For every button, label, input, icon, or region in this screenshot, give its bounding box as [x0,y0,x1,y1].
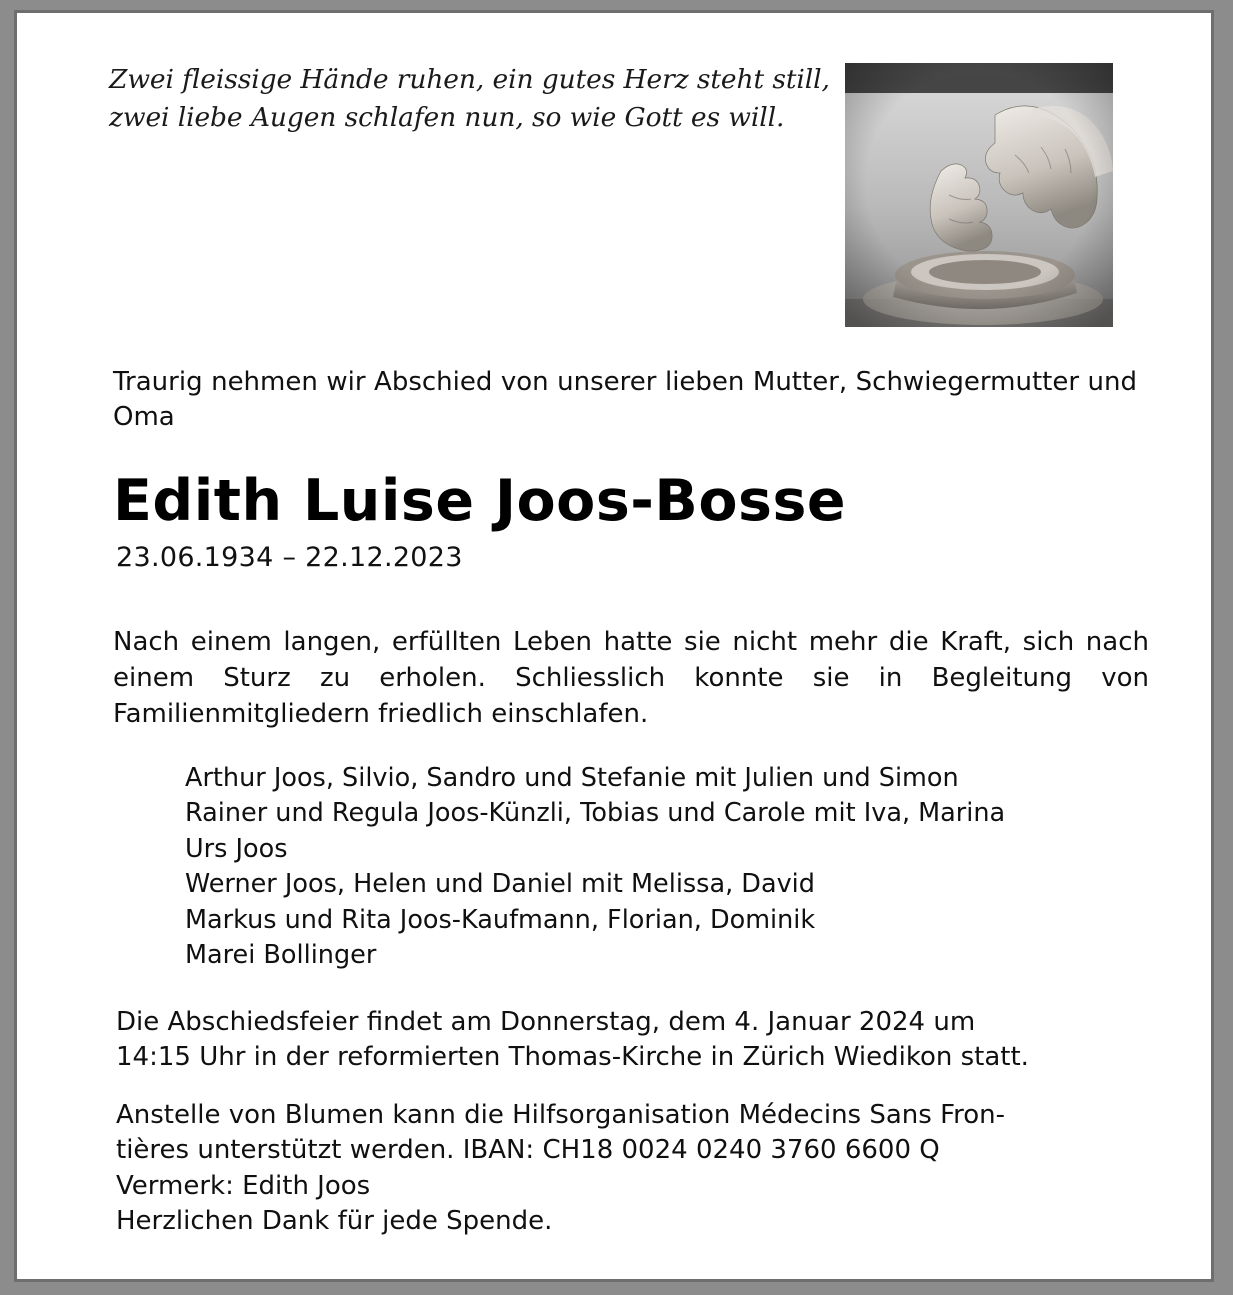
ceremony-details [116,1005,1116,1076]
list-item: Urs Joos [185,833,288,864]
donation-line-2: tières unterstützt werden. IBAN: CH18 0024 0240 3760 6600 Q [116,1135,940,1166]
ceremony-line-2: 14:15 Uhr in der reformierten Thomas-Kirche in Zürich Wiedikon statt. [116,1042,1029,1073]
list-item: Arthur Joos, Silvio, Sandro und Stefanie mit Julien und Simon [185,763,959,793]
obituary-notice-card [14,10,1214,1282]
memorial-body-text: Nach einem langen, erfüllten Leben hatte sie nicht mehr die Kraft, sich nach einem Sturz zu erholen. Schliesslich konnte sie in Begleitung von Familienmitgliedern friedlich einschlafen. [113,627,1149,729]
potter-hands-photo [845,63,1113,327]
intro-text: Traurig nehmen wir Abschied von unserer lieben Mutter, Schwiegermutter und Oma [113,367,1137,432]
ceremony-line-1: Die Abschiedsfeier findet am Donnerstag, dem 4. Januar 2024 um [116,1007,976,1037]
verse-line-2: zwei liebe Augen schlafen nun, so wie Gott es will. [109,101,785,133]
list-item: Rainer und Regula Joos-Künzli, Tobias und Carole mit Iva, Marina [185,798,1006,829]
photo-graphic [845,63,1113,327]
life-dates: 23.06.1934 – 22.12.2023 [116,542,463,573]
donation-line-3: Vermerk: Edith Joos [116,1170,371,1201]
list-item: Markus und Rita Joos-Kaufmann, Florian, Dominik [185,904,816,935]
deceased-name: Edith Luise Joos-Bosse [113,468,847,534]
memorial-verse [109,61,839,136]
list-item: Werner Joos, Helen und Daniel mit Melissa, David [185,869,815,900]
list-item: Marei Bollinger [185,940,377,971]
verse-line-1: Zwei fleissige Hände ruhen, ein gutes Herz steht still, [109,64,830,95]
donation-line-1: Anstelle von Blumen kann die Hilfsorganisation Médecins Sans Fron- [116,1100,1006,1130]
family-members-list [185,761,1165,974]
donation-line-4: Herzlichen Dank für jede Spende. [116,1206,553,1237]
donation-details [116,1098,1136,1239]
